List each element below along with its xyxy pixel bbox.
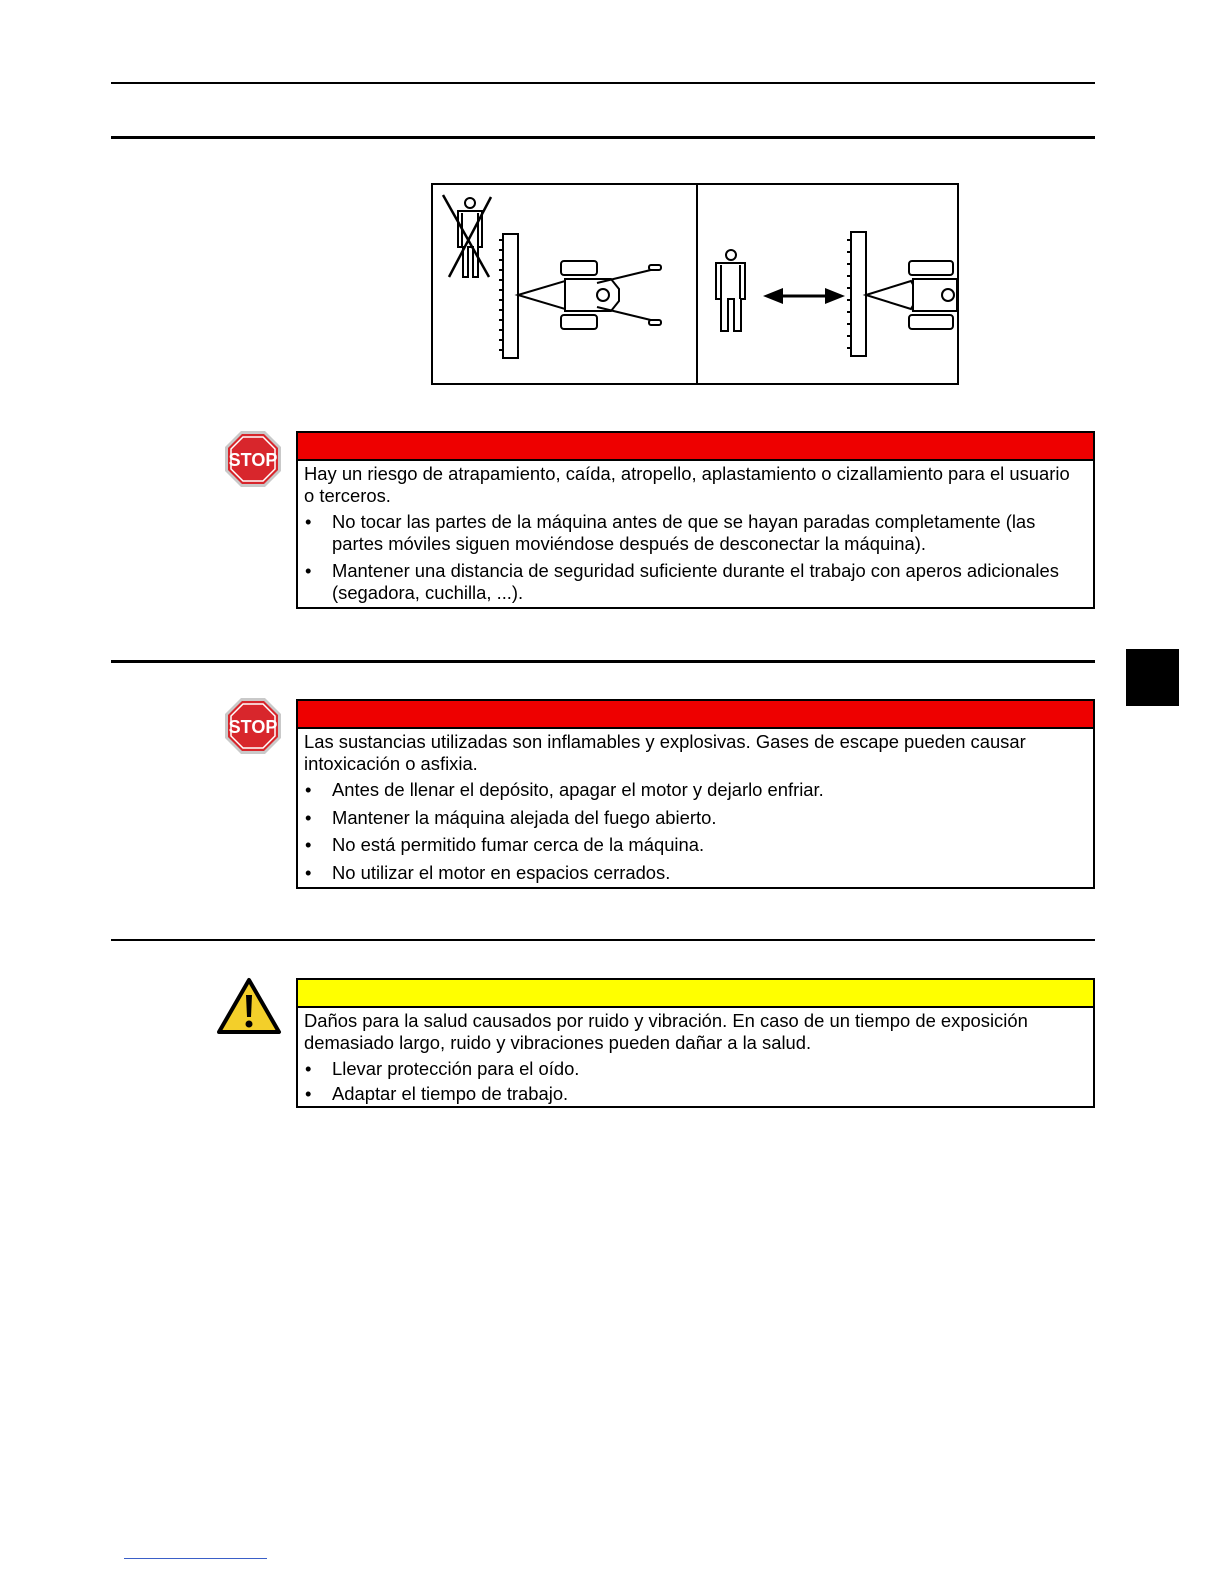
stop-sign-icon [224,697,282,755]
chapter-tab [1126,649,1179,706]
list-item-text: No está permitido fumar cerca de la máquina. [332,834,705,855]
list-item-text: No tocar las partes de la máquina antes de que se hayan paradas completamente (las partes móviles siguen moviéndose después de desconectar la máquina). [332,511,1036,554]
stop-sign-text: STOP [228,717,278,737]
list-item [304,779,1083,801]
list-item [304,1083,1083,1105]
top-rule [111,82,1095,84]
list-item [304,560,1083,603]
bullet: • [305,861,312,883]
list-item-text: No utilizar el motor en espacios cerrados. [332,861,671,883]
caution-header-bar [298,980,1093,1008]
bullet: • [305,511,312,532]
notice-intro: Daños para la salud causados por ruido y vibración. En caso de un tiempo de exposición demasiado largo, ruido y vibraciones pueden dañar a la salud. [304,1010,1028,1053]
caution-notice-noise [296,978,1095,1108]
section-rule-3 [111,939,1095,941]
list-item-text: Mantener la máquina alejada del fuego abierto. [332,806,717,828]
person-crossed-out-icon [443,195,491,277]
notice-intro: Las sustancias utilizadas son inflamables y explosivas. Gases de escape pueden causar intoxicación o asfixia. [304,731,1026,774]
warning-triangle-icon [216,977,282,1035]
danger-header-bar [298,433,1093,461]
distance-arrow-icon [763,288,845,304]
danger-notice-flammable [296,699,1095,889]
section-rule-1 [111,136,1095,139]
section-rule-2 [111,660,1095,663]
bullet: • [305,806,312,828]
danger-notice-entrapment [296,431,1095,609]
notice-list [304,511,1083,603]
safety-distance-figure [431,183,959,385]
list-item-text: Adaptar el tiempo de trabajo. [332,1082,569,1104]
footer-link-underline[interactable] [124,1558,267,1559]
mower-tractor-icon [847,232,957,356]
bullet: • [305,779,312,800]
bullet: • [305,834,312,855]
mower-tractor-icon [499,234,661,358]
list-item [304,1058,1083,1080]
bullet: • [305,1058,312,1079]
notice-list [304,779,1083,883]
bullet: • [305,1082,312,1104]
list-item-text: Llevar protección para el oído. [332,1058,580,1079]
notice-list [304,1058,1083,1104]
stop-sign-icon [224,430,282,488]
stop-sign-text: STOP [228,450,278,470]
notice-intro: Hay un riesgo de atrapamiento, caída, atropello, aplastamiento o cizallamiento para el usuario o terceros. [304,463,1070,506]
list-item [304,807,1083,829]
list-item-text: Mantener una distancia de seguridad suficiente durante el trabajo con aperos adicionales (segadora, cuchilla, ...). [332,560,1059,603]
danger-header-bar [298,701,1093,729]
list-item [304,511,1083,554]
bullet: • [305,560,312,581]
person-icon [716,250,745,331]
list-item [304,834,1083,856]
list-item-text: Antes de llenar el depósito, apagar el motor y dejarlo enfriar. [332,779,824,800]
list-item [304,862,1083,884]
